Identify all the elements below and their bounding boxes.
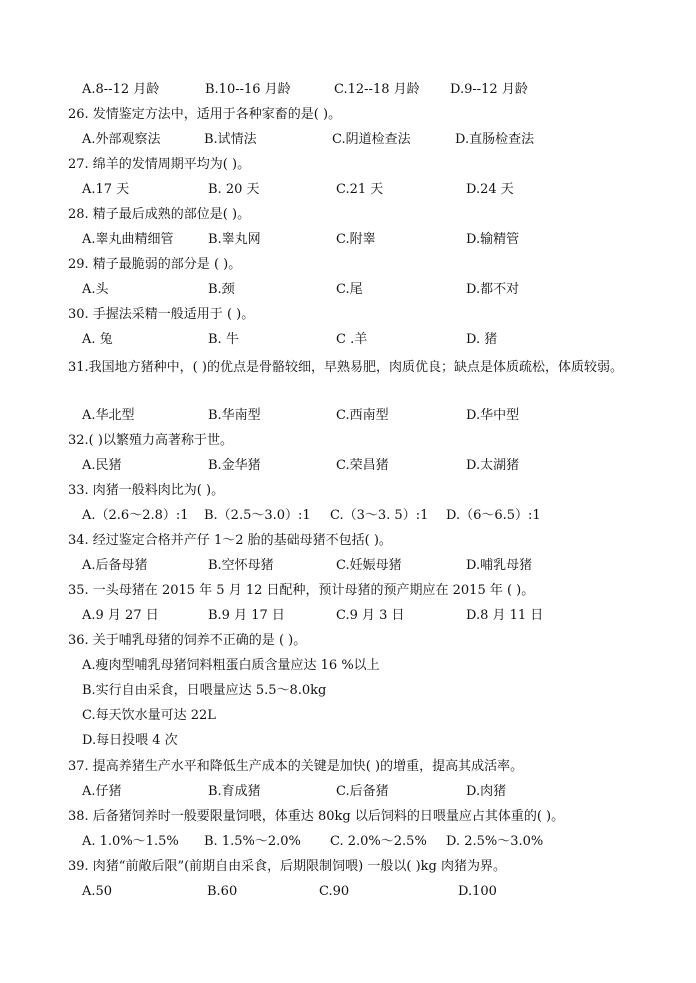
- question-38: 38. 后备猪饲养时一般要限量饲喂，体重达 80kg 以后饲料的日喂量应占其体重的( )。: [68, 809, 565, 824]
- q36-option-b: B.实行自由采食，日喂量应达 5.5～8.0kg: [82, 683, 327, 698]
- q26-option-d: D.直肠检查法: [455, 132, 535, 147]
- q32-option-a: A.民猪: [82, 458, 122, 473]
- q26-option-c: C.阴道检查法: [332, 132, 411, 147]
- q29-option-d: D.都不对: [466, 282, 520, 297]
- q37-option-a: A.仔猪: [82, 784, 122, 799]
- question-36: 36. 关于哺乳母猪的饲养不正确的是 ( )。: [68, 633, 307, 648]
- q30-option-d: D. 猪: [466, 332, 498, 347]
- q32-option-c: C.荣昌猪: [336, 458, 389, 473]
- q27-options: [82, 180, 642, 200]
- q26-option-b: B.试情法: [204, 132, 257, 147]
- q25-option-b: B.10--16 月龄: [205, 82, 291, 97]
- q33-options: [82, 506, 642, 526]
- q27-option-a: A.17 天: [82, 182, 130, 197]
- q38-option-c: C. 2.0%～2.5%: [330, 834, 427, 849]
- q37-option-c: C.后备猪: [336, 784, 389, 799]
- q31-option-d: D.华中型: [466, 408, 520, 423]
- q38-option-a: A. 1.0%～1.5%: [82, 834, 179, 849]
- question-27: 27. 绵羊的发情周期平均为( )。: [68, 157, 251, 172]
- q39-option-b: B.60: [207, 884, 238, 899]
- q31-option-a: A.华北型: [82, 408, 135, 423]
- q38-options: [82, 832, 642, 852]
- q28-option-b: B.睾丸网: [208, 232, 261, 247]
- question-30: 30. 手握法采精一般适用于 ( )。: [68, 307, 255, 322]
- q26-option-a: A.外部观察法: [82, 132, 161, 147]
- q25-options: [82, 80, 642, 100]
- q34-option-d: D.哺乳母猪: [466, 558, 533, 573]
- q38-option-b: B. 1.5%～2.0%: [204, 834, 301, 849]
- q27-option-c: C.21 天: [336, 182, 384, 197]
- q31-option-c: C.西南型: [336, 408, 389, 423]
- q33-option-b: B.（2.5～3.0）:1: [204, 508, 311, 523]
- q28-options: [82, 230, 642, 250]
- q27-option-b: B. 20 天: [208, 182, 260, 197]
- q32-option-d: D.太湖猪: [466, 458, 520, 473]
- q30-options: [82, 330, 642, 350]
- q25-option-d: D.9--12 月龄: [450, 82, 528, 97]
- q30-option-c: C .羊: [336, 332, 368, 347]
- q33-option-d: D.（6～6.5）:1: [446, 508, 541, 523]
- q36-option-d: D.每日投喂 4 次: [82, 733, 178, 748]
- q39-option-c: C.90: [319, 884, 350, 899]
- q39-options: [82, 882, 642, 902]
- question-29: 29. 精子最脆弱的部分是 ( )。: [68, 257, 242, 272]
- q30-option-a: A. 兔: [82, 332, 113, 347]
- question-26: 26. 发情鉴定方法中，适用于各种家畜的是( )。: [68, 107, 342, 122]
- q31-option-b: B.华南型: [208, 408, 261, 423]
- q35-options: [82, 606, 642, 626]
- q39-option-d: D.100: [458, 884, 497, 899]
- q29-option-a: A.头: [82, 282, 109, 297]
- q33-option-a: A.（2.6～2.8）:1: [82, 508, 189, 523]
- question-34: 34. 经过鉴定合格并产仔 1～2 胎的基础母猪不包括( )。: [68, 533, 392, 548]
- q26-options: [82, 130, 642, 150]
- q28-option-a: A.睾丸曲精细管: [82, 232, 174, 247]
- q28-option-d: D.输精管: [466, 232, 520, 247]
- question-35: 35. 一头母猪在 2015 年 5 月 12 日配种，预计母猪的预产期应在 2015 年 ( )。: [68, 583, 535, 598]
- q32-options: [82, 456, 642, 476]
- question-32: 32.( )以繁殖力高著称于世。: [68, 433, 233, 448]
- q36-option-a: A.瘦肉型哺乳母猪饲料粗蛋白质含量应达 16 %以上: [82, 658, 380, 673]
- q35-option-a: A.9 月 27 日: [82, 608, 159, 623]
- q39-option-a: A.50: [82, 884, 113, 899]
- question-37: 37. 提高养猪生产水平和降低生产成本的关键是加快( )的增重，提高其成活率。: [68, 759, 524, 774]
- q31-options: [82, 406, 642, 426]
- q27-option-d: D.24 天: [466, 182, 514, 197]
- question-31: 31.我国地方猪种中，( )的优点是骨骼较细，早熟易肥，肉质优良；缺点是体质疏松，体质较弱。: [68, 360, 623, 375]
- q28-option-c: C.附睾: [336, 232, 376, 247]
- q34-option-b: B.空怀母猪: [208, 558, 274, 573]
- q29-options: [82, 280, 642, 300]
- question-33: 33. 肉猪一般料肉比为( )。: [68, 483, 225, 498]
- q37-options: [82, 782, 642, 802]
- q35-option-c: C.9 月 3 日: [336, 608, 405, 623]
- q37-option-d: D.肉猪: [466, 784, 507, 799]
- q35-option-b: B.9 月 17 日: [208, 608, 285, 623]
- q36-option-c: C.每天饮水量可达 22L: [82, 708, 216, 723]
- q35-option-d: D.8 月 11 日: [466, 608, 544, 623]
- q32-option-b: B.金华猪: [208, 458, 261, 473]
- q30-option-b: B. 牛: [208, 332, 239, 347]
- q25-option-c: C.12--18 月龄: [334, 82, 420, 97]
- question-28: 28. 精子最后成熟的部位是( )。: [68, 207, 251, 222]
- q37-option-b: B.育成猪: [208, 784, 261, 799]
- question-39: 39. 肉猪“前敞后限”(前期自由采食，后期限制饲喂) 一般以( )kg 肉猪为界。: [68, 859, 506, 874]
- q29-option-c: C.尾: [336, 282, 363, 297]
- q38-option-d: D. 2.5%～3.0%: [446, 834, 544, 849]
- q34-option-c: C.妊娠母猪: [336, 558, 402, 573]
- q33-option-c: C.（3～3. 5）:1: [330, 508, 429, 523]
- q34-options: [82, 556, 642, 576]
- q34-option-a: A.后备母猪: [82, 558, 148, 573]
- q29-option-b: B.颈: [208, 282, 235, 297]
- q25-option-a: A.8--12 月龄: [82, 82, 160, 97]
